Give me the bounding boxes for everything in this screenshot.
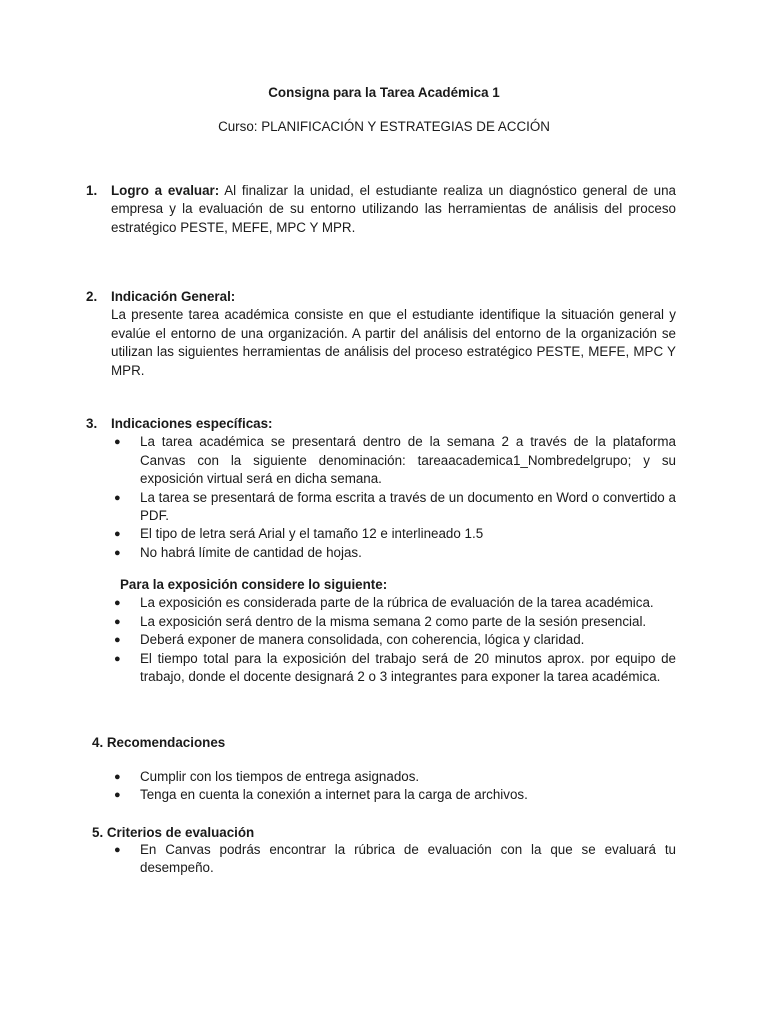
bullet-list bbox=[114, 594, 676, 686]
list-item bbox=[114, 631, 676, 649]
section-criterios-label: 5. Criterios de evaluación bbox=[92, 825, 255, 840]
list-item bbox=[114, 489, 676, 526]
list-item bbox=[114, 650, 676, 687]
section-indicacion-general bbox=[86, 288, 676, 380]
bullet-icon: ● bbox=[114, 844, 121, 856]
list-item-text: La tarea se presentará de forma escrita a través de un documento en Word o convertido a PDF. bbox=[140, 489, 676, 524]
list-item-text: En Canvas podrás encontrar la rúbrica de evaluación con la que se evaluará tu desempeño. bbox=[140, 842, 676, 876]
list-item-text: No habrá límite de cantidad de hojas. bbox=[140, 544, 362, 560]
section-number: 3. bbox=[86, 416, 98, 431]
list-item bbox=[114, 544, 676, 562]
list-item-text: Tenga en cuenta la conexión a internet para la carga de archivos. bbox=[140, 787, 528, 803]
bullet-icon: ● bbox=[114, 771, 121, 783]
bullet-icon: ● bbox=[114, 652, 121, 665]
list-item bbox=[114, 786, 676, 804]
bullet-icon: ● bbox=[114, 634, 121, 647]
list-item-text: El tiempo total para la exposición del trabajo será de 20 minutos aprox. por equipo de trabajo, donde el docente designará 2 o 3 integrantes para exponer la tarea académica. bbox=[140, 650, 676, 685]
list-item-text: La exposición es considerada parte de la rúbrica de evaluación de la tarea académica. bbox=[140, 595, 654, 611]
subsection-label: Para la exposición considere lo siguiente: bbox=[120, 577, 388, 592]
list-item-text: La exposición será dentro de la misma semana 2 como parte de la sesión presencial. bbox=[140, 613, 647, 629]
document-title: Consigna para la Tarea Académica 1 bbox=[268, 85, 500, 100]
list-item bbox=[114, 613, 676, 631]
section-recomendaciones-label: 4. Recomendaciones bbox=[92, 735, 226, 750]
list-item bbox=[114, 841, 676, 878]
bullet-icon: ● bbox=[114, 546, 121, 559]
bullet-icon: ● bbox=[114, 789, 121, 802]
section-label: Indicación General: bbox=[111, 289, 236, 304]
section-logro bbox=[86, 182, 676, 237]
list-item-text: Cumplir con los tiempos de entrega asignados. bbox=[140, 769, 420, 784]
list-item bbox=[114, 433, 676, 488]
section-recomendaciones bbox=[86, 768, 676, 805]
section-indicaciones-especificas bbox=[86, 415, 676, 562]
section-exposicion bbox=[86, 576, 676, 686]
bullet-list bbox=[114, 433, 676, 562]
bullet-icon: ● bbox=[114, 528, 121, 541]
list-item-text: El tipo de letra será Arial y el tamaño 12 e interlineado 1.5 bbox=[140, 526, 484, 542]
bullet-icon: ● bbox=[114, 436, 121, 449]
section-label: Logro a evaluar: bbox=[111, 183, 220, 198]
list-item bbox=[114, 768, 676, 786]
list-item bbox=[114, 525, 676, 543]
section-criterios bbox=[86, 841, 676, 878]
list-item bbox=[114, 594, 676, 612]
bullet-icon: ● bbox=[114, 615, 121, 628]
bullet-list bbox=[114, 768, 676, 805]
list-item-text: La tarea académica se presentará dentro de la semana 2 a través de la plataforma Canvas con la siguiente denominación: tareaacademica1_Nombredelgrupo; y su exposición virtual será en dicha semana. bbox=[140, 434, 676, 487]
bullet-icon: ● bbox=[114, 491, 121, 504]
section-number: 1. bbox=[86, 183, 98, 198]
section-text: Al finalizar la unidad, el estudiante realiza un diagnóstico general de una empresa y la evaluación de su entorno utilizando las herramientas de análisis del proceso estratégico PESTE, MEFE, MPC Y MPR. bbox=[111, 183, 676, 235]
section-number: 2. bbox=[86, 289, 98, 304]
section-label: Indicaciones específicas: bbox=[111, 416, 273, 431]
list-item-text: Deberá exponer de manera consolidada, con coherencia, lógica y claridad. bbox=[140, 632, 585, 648]
section-body bbox=[111, 182, 676, 237]
course-subtitle: Curso: PLANIFICACIÓN Y ESTRATEGIAS DE ACCIÓN bbox=[218, 119, 550, 134]
bullet-icon: ● bbox=[114, 597, 121, 610]
section-text: La presente tarea académica consiste en que el estudiante identifique la situación general y evalúe el entorno de una organización. A partir del análisis del entorno de la organización se utilizan las siguientes herramientas de análisis del proceso estratégico PESTE, MEFE, MPC Y MPR. bbox=[111, 307, 676, 378]
bullet-list bbox=[114, 841, 676, 878]
